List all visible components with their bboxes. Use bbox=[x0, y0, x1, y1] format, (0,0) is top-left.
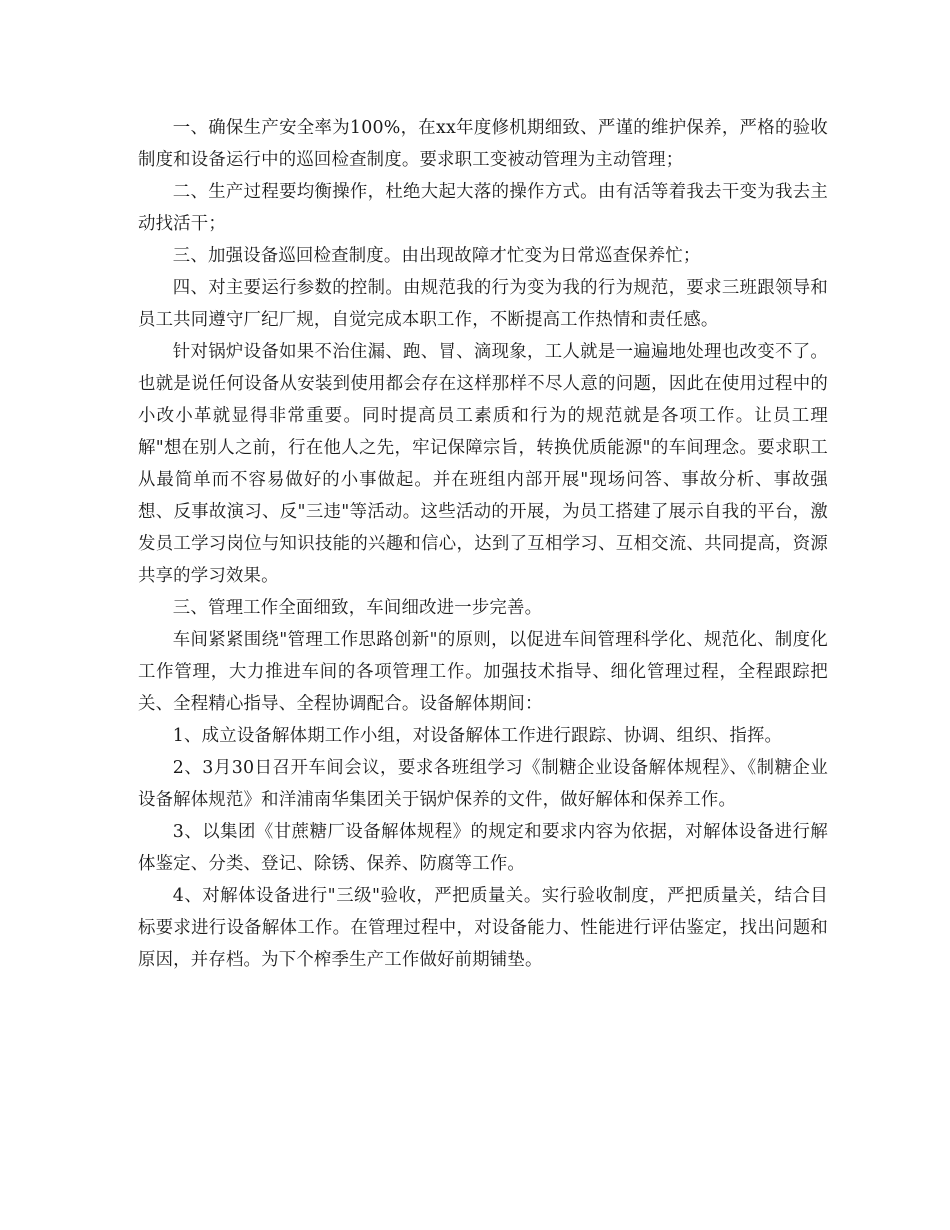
paragraph-management-innovation: 车间紧紧围绕"管理工作思路创新"的原则，以促进车间管理科学化、规范化、制度化工作管理，大力推进车间的各项管理工作。加强技术指导、细化管理过程，全程跟踪把关、全程精心指导、全程协调配合。设备解体期间： bbox=[138, 630, 828, 714]
paragraph-balanced-operation: 二、生产过程要均衡操作，杜绝大起大落的操作方式。由有活等着我去干变为我去主动找活干； bbox=[138, 182, 828, 234]
paragraph-safety-rate: 一、确保生产安全率为100%，在xx年度修机期细致、严谨的维护保养，严格的验收制度和设备运行中的巡回检查制度。要求职工变被动管理为主动管理； bbox=[138, 118, 828, 170]
paragraph-item-4: 4、对解体设备进行"三级"验收，严把质量关。实行验收制度，严把质量关，结合目标要求进行设备解体工作。在管理过程中，对设备能力、性能进行评估鉴定，找出问题和原因，并存档。为下个榨季生产工作做好前期铺垫。 bbox=[138, 886, 828, 970]
document-body bbox=[138, 112, 828, 976]
paragraph-parameter-control: 四、对主要运行参数的控制。由规范我的行为变为我的行为规范，要求三班跟领导和员工共同遵守厂纪厂规，自觉完成本职工作，不断提高工作热情和责任感。 bbox=[138, 278, 828, 330]
paragraph-inspection-system: 三、加强设备巡回检查制度。由出现故障才忙变为日常巡查保养忙； bbox=[172, 246, 701, 266]
paragraph-management-heading: 三、管理工作全面细致，车间细改进一步完善。 bbox=[172, 598, 543, 618]
paragraph-boiler-equipment: 针对锅炉设备如果不治住漏、跑、冒、滴现象，工人就是一遍遍地处理也改变不了。也就是说任何设备从安装到使用都会存在这样那样不尽人意的问题，因此在使用过程中的小改小革就显得非常重要。同时提高员工素质和行为的规范就是各项工作。让员工理解"想在别人之前，行在他人之先，牢记保障宗旨，转换优质能源"的车间理念。要求职工从最简单而不容易做好的小事做起。并在班组内部开展"现场问答、事故分析、事故强想、反事故演习、反"三违"等活动。这些活动的开展，为员工搭建了展示自我的平台，激发员工学习岗位与知识技能的兴趣和信心，达到了互相学习、互相交流、共同提高，资源共享的学习效果。 bbox=[138, 342, 828, 586]
paragraph-item-2: 2、3月30日召开车间会议，要求各班组学习《制糖企业设备解体规程》、《制糖企业设备解体规范》和洋浦南华集团关于锅炉保养的文件，做好解体和保养工作。 bbox=[138, 758, 828, 810]
paragraph-item-1: 1、成立设备解体期工作小组，对设备解体工作进行跟踪、协调、组织、指挥。 bbox=[172, 726, 783, 746]
paragraph-item-3: 3、以集团《甘蔗糖厂设备解体规程》的规定和要求内容为依据，对解体设备进行解体鉴定、分类、登记、除锈、保养、防腐等工作。 bbox=[138, 822, 828, 874]
